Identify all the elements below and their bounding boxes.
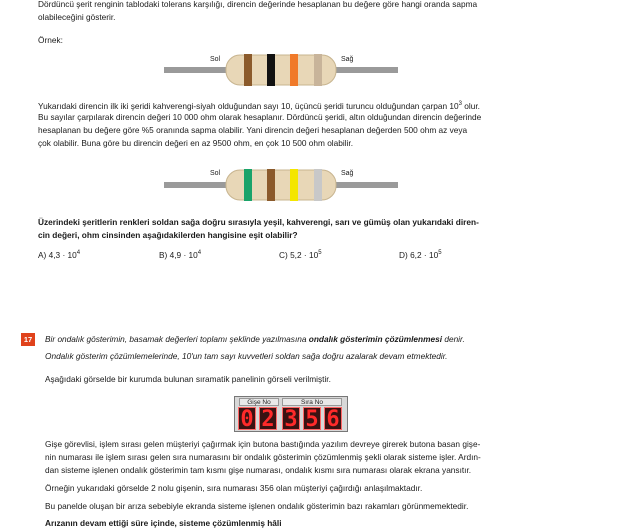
- queue-no-label: Sıra No: [282, 398, 342, 406]
- explanation-line-1: Yukarıdaki direncin ilk iki şeridi kahverengi-siyah olduğundan sayı 10, üçüncü şeridi turuncu olduğundan çarpan $10^3$ olur.: [38, 100, 480, 111]
- body-line-2: nin numarası ile işlem sırası gelen sıra numarasını bir ondalık gösterimin çözümlenmiş şekli olarak sisteme işler. Ardın-: [45, 452, 481, 462]
- panel-digit: 6: [324, 407, 342, 430]
- question-17-definition-2: Ondalık gösterim çözümlemelerinde, 10'un tam sayı kuvvetleri soldan sağa doğru azalarak devam etmektedir.: [45, 351, 448, 361]
- example-line: Örneğin yukarıdaki görselde 2 nolu gişenin, sıra numarası 356 olan müşteriyi çağırdığı anlaşılmaktadır.: [45, 483, 423, 493]
- resistor-1-band-4: [314, 54, 322, 86]
- resistor-1-right-label: Sağ: [341, 56, 354, 63]
- counter-no-label: Gişe No: [239, 398, 279, 406]
- panel-digit: 3: [282, 407, 300, 430]
- resistor-2-band-3: [290, 169, 298, 201]
- option-d[interactable]: D) $6,2 \cdot 10^5$: [399, 250, 442, 260]
- panel-digit: 5: [303, 407, 321, 430]
- option-a[interactable]: A) $4,3 \cdot 10^4$: [38, 250, 81, 260]
- explanation-line-3: hesaplanan bu değere göre %5 oranında sapma olabilir. Yani direncin değeri hesaplanan değerden 500 ohm az veya: [38, 125, 468, 135]
- panel-digit: 2: [259, 407, 277, 430]
- resistor-1-band-2: [267, 54, 275, 86]
- explanation-line-4: çok olabilir. Buna göre bu direncin değeri en az 9500 ohm, en çok 10 500 ohm olabilir.: [38, 138, 354, 148]
- option-c[interactable]: C) $5,2 \cdot 10^5$: [279, 250, 322, 260]
- question-16-line-1: Üzerindeki şeritlerin renkleri soldan sağa doğru sırasıyla yeşil, kahverengi, sarı ve gümüş olan yukarıdaki diren-: [38, 217, 479, 227]
- resistor-2-band-2: [267, 169, 275, 201]
- resistor-2-band-4: [314, 169, 322, 201]
- fault-continue-line: Arızanın devam ettiği süre içinde, sisteme çözümlenmiş hâli: [45, 518, 282, 528]
- resistor-diagram-1: [164, 50, 398, 90]
- question-16-line-2: cin değeri, ohm cinsinden aşağıdakilerden hangisine eşit olabilir?: [38, 230, 298, 240]
- resistor-2-right-label: Sağ: [341, 170, 354, 177]
- queue-panel: [234, 396, 348, 432]
- fault-line: Bu panelde oluşan bir arıza sebebiyle ekranda sisteme işlenen ondalık gösterimin bazı rakamları görünmemektedir.: [45, 501, 469, 511]
- resistor-2-left-label: Sol: [210, 170, 221, 177]
- resistor-2-graphic: [164, 165, 398, 205]
- answer-options: [38, 250, 598, 262]
- example-label: Örnek:: [38, 35, 63, 45]
- resistor-2-band-1: [244, 169, 252, 201]
- resistor-diagram-2: [164, 165, 398, 205]
- resistor-1-band-3: [290, 54, 298, 86]
- intro-line-2: olabileceğini gösterir.: [38, 12, 116, 22]
- option-b[interactable]: B) $4,9 \cdot 10^4$: [159, 250, 202, 260]
- intro-line-1: Dördüncü şerit renginin tablodaki tolerans karşılığı, direncin değerinde hesaplanan bu değere göre hangi oranda sapma: [38, 0, 478, 9]
- question-17-number: 17: [21, 333, 35, 346]
- panel-intro: Aşağıdaki görselde bir kurumda bulunan sıramatik panelinin görseli verilmiştir.: [45, 374, 331, 384]
- body-line-3: dan sisteme işlenen ondalık gösterimin tam kısmı gişe numarası, ondalık kısmı sıra numarası olarak ekrana yansıtır.: [45, 465, 472, 475]
- question-17-definition: Bir ondalık gösterimin, basamak değerleri toplamı şeklinde yazılmasına ondalık gösterimin çözümlenmesi denir.: [45, 334, 465, 344]
- panel-digit: 0: [238, 407, 256, 430]
- resistor-1-graphic: [164, 50, 398, 90]
- body-line-1: Gişe görevlisi, işlem sırası gelen müşteriyi çağırmak için butona bastığında yazılım devreye girerek butona basan gişe-: [45, 439, 481, 449]
- explanation-line-2: Bu sayılar çarpılarak direncin değeri 10 000 ohm olarak hesaplanır. Dördüncü şeridi, altın olduğundan direncin değerinde: [38, 112, 482, 122]
- resistor-1-band-1: [244, 54, 252, 86]
- resistor-1-left-label: Sol: [210, 56, 221, 63]
